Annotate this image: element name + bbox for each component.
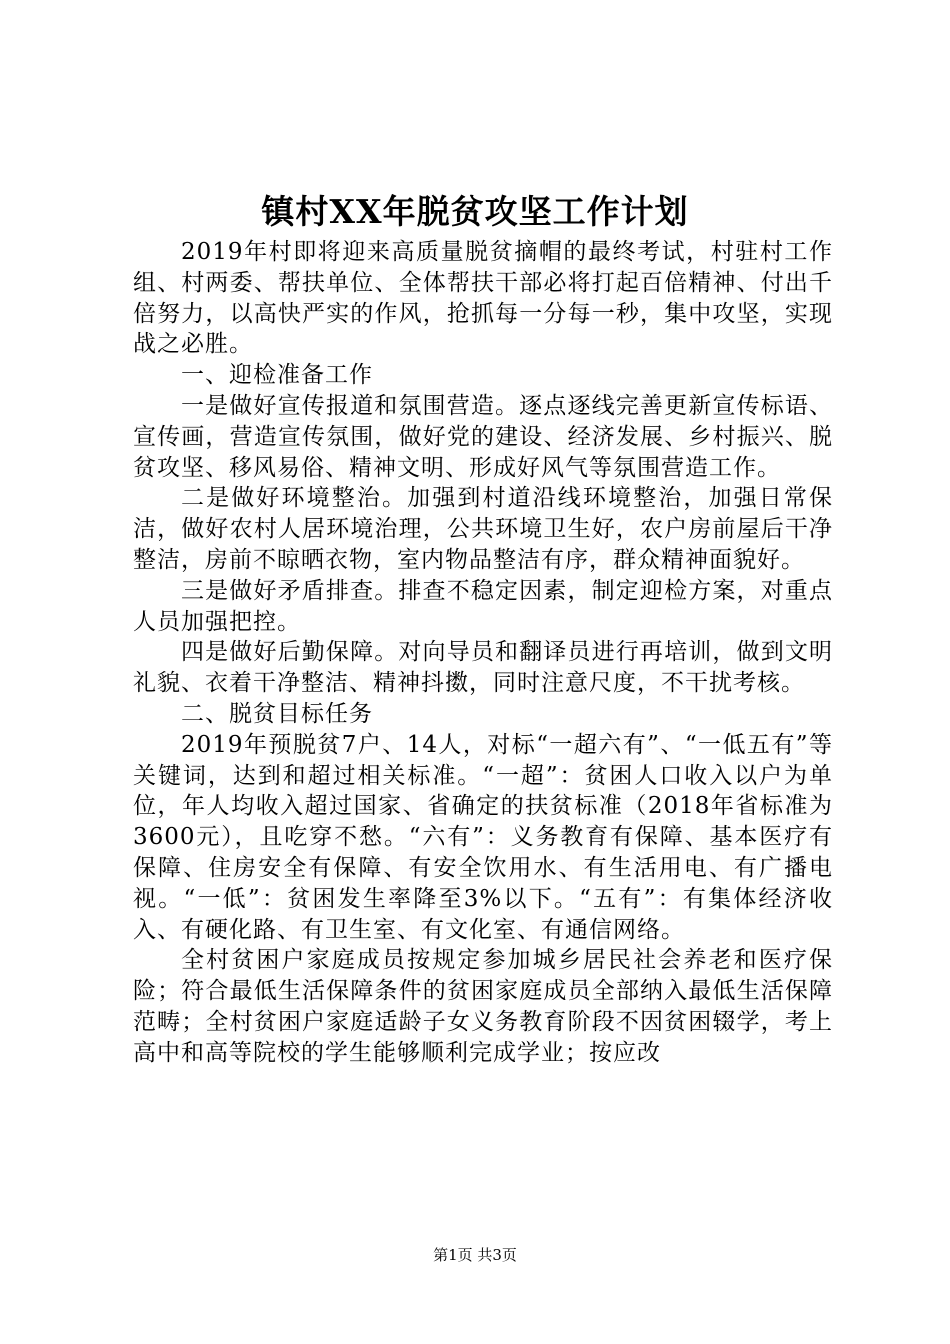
page-footer: 第1页 共3页 — [433, 1246, 517, 1264]
paragraph-item-3: 三是做好矛盾排查。排查不稳定因素，制定迎检方案，对重点人员加强把控。 — [133, 577, 833, 635]
document-body — [133, 237, 833, 1069]
document-title: 镇村XX年脱贫攻坚工作计划 — [261, 192, 689, 231]
paragraph-item-1: 一是做好宣传报道和氛围营造。逐点逐线完善更新宣传标语、宣传画，营造宣传氛围，做好党的建设、经济发展、乡村振兴、脱贫攻坚、移风易俗、精神文明、形成好风气等氛围营造工作。 — [133, 392, 833, 481]
paragraph-item-2: 二是做好环境整治。加强到村道沿线环境整治，加强日常保洁，做好农村人居环境治理，公共环境卫生好，农户房前屋后干净整洁，房前不晾晒衣物，室内物品整洁有序，群众精神面貌好。 — [133, 485, 833, 573]
paragraph-intro: 2019年村即将迎来高质量脱贫摘帽的最终考试，村驻村工作组、村两委、帮扶单位、全体帮扶干部必将打起百倍精神、付出千倍努力，以高快严实的作风，抢抓每一分每一秒，集中攻坚，实现战之必胜。 — [133, 239, 833, 358]
section-heading-2: 二、脱贫目标任务 — [181, 700, 373, 727]
paragraph-targets: 2019年预脱贫7户、14人，对标“一超六有”、“一低五有”等关键词，达到和超过相关标准。“一超”：贫困人口收入以户为单位，年人均收入超过国家、省确定的扶贫标准（2018年省标准为3600元），且吃穿不愁。“六有”：义务教育有保障、基本医疗有保障、住房安全有保障、有安全饮用水、有生活用电、有广播电视。“一低”：贫困发生率降至3%以下。“五有”：有集体经济收入、有硬化路、有卫生室、有文化室、有通信网络。 — [133, 731, 833, 943]
section-heading-1: 一、迎检准备工作 — [181, 362, 373, 389]
paragraph-insurance: 全村贫困户家庭成员按规定参加城乡居民社会养老和医疗保险；符合最低生活保障条件的贫困家庭成员全部纳入最低生活保障范畴；全村贫困户家庭适龄子女义务教育阶段不因贫困辍学，考上高中和高等院校的学生能够顺利完成学业；按应改 — [133, 947, 833, 1066]
paragraph-item-4: 四是做好后勤保障。对向导员和翻译员进行再培训，做到文明礼貌、衣着干净整洁、精神抖擞，同时注意尺度，不干扰考核。 — [133, 639, 833, 697]
